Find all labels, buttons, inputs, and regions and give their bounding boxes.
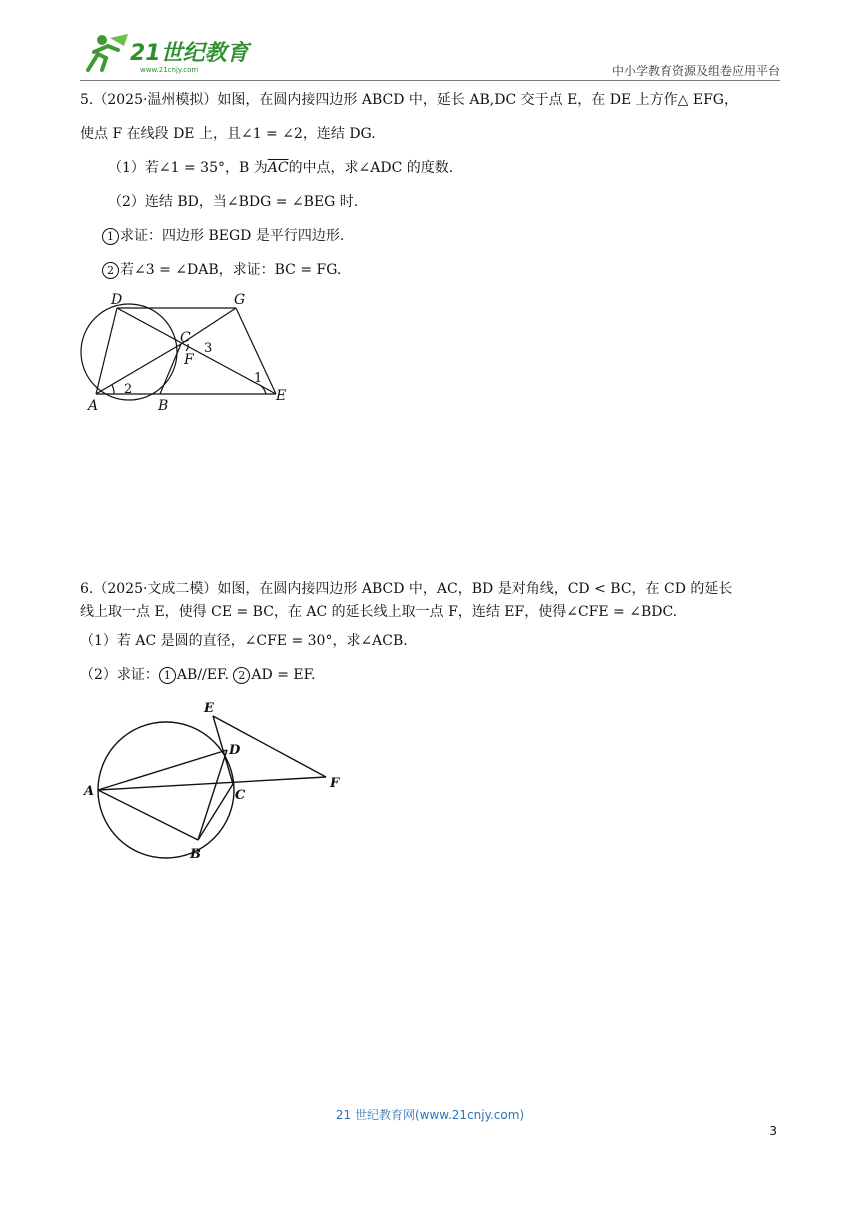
fig1-segment-de [117, 308, 276, 394]
page-number: 3 [769, 1124, 777, 1138]
fig1-label-d: D [111, 292, 123, 308]
q5-sub2-number: 2 [102, 262, 119, 279]
fig1-label-e: E [276, 388, 287, 404]
fig1-angle3-label: 3 [204, 341, 213, 356]
q6-part2-text-a: （2）求证： [80, 667, 159, 683]
footer-link[interactable]: 21 世纪教育网(www.21cnjy.com) [335, 1108, 525, 1122]
fig1-label-f: F [184, 352, 194, 368]
fig1-segment-bc [160, 344, 181, 394]
q5-part1 [108, 158, 453, 178]
q5-stem-line1: 5.（2025·温州模拟）如图，在圆内接四边形 ABCD 中，延长 AB,DC 交于点 E，在 DE 上方作△ EFG， [80, 92, 738, 108]
q6-part2-number2: 2 [233, 667, 250, 684]
q5-sub1-text: 求证：四边形 BEGD 是平行四边形. [120, 228, 345, 244]
q5-stem-line2: 使点 F 在线段 DE 上，且∠1 = ∠2，连结 DG. [80, 126, 376, 142]
fig1-label-c: C [180, 330, 191, 346]
q6-figure [80, 696, 360, 866]
q6-stem-line2: 线上取一点 E，使得 CE = BC，在 AC 的延长线上取一点 F，连结 EF，使得∠CFE = ∠BDC. [80, 604, 678, 620]
page-header [80, 30, 780, 80]
logo [80, 30, 260, 76]
q6-part2-text-c: AD = EF. [251, 667, 316, 683]
fig1-label-b: B [158, 398, 169, 413]
q5-part2: （2）连结 BD，当∠BDG = ∠BEG 时. [108, 194, 359, 210]
fig2-label-f: F [330, 776, 340, 791]
logo-url: www.21cnjy.com [140, 66, 199, 74]
fig1-label-a: A [88, 398, 99, 413]
fig2-label-c: C [235, 788, 246, 803]
platform-name: 中小学教育资源及组卷应用平台 [611, 64, 780, 78]
q5-sub2 [102, 260, 341, 280]
fig1-label-g: G [234, 292, 246, 308]
q6-stem-line1: 6.（2025·文成二模）如图，在圆内接四边形 ABCD 中，AC，BD 是对角线，CD < BC，在 CD 的延长 [80, 581, 733, 597]
q5-arc-ac: $\overline{AC}$ [267, 160, 289, 176]
runner-icon [88, 34, 128, 70]
fig1-segment-ac [96, 344, 181, 394]
fig2-label-b: B [190, 847, 201, 862]
q5-sub1 [102, 226, 344, 246]
fig2-label-e: E [204, 701, 214, 716]
fig1-segment-da [96, 308, 117, 394]
q6-part2-text-b: AB//EF. [176, 667, 229, 683]
fig2-segment-bc [198, 784, 233, 840]
q5-part1-text-a: （1）若∠1 = 35°，B 为 [108, 160, 268, 176]
fig2-label-a: A [84, 784, 95, 799]
fig1-angle2-label: 2 [124, 382, 133, 397]
header-divider [80, 80, 780, 81]
q5-sub1-number: 1 [102, 228, 119, 245]
fig2-label-d: D [229, 743, 241, 758]
fig1-angle2-arc [112, 385, 114, 394]
q6-part2-number1: 1 [159, 667, 176, 684]
q5-part1-text-b: 的中点，求∠ADC 的度数. [288, 160, 454, 176]
q6-part2 [80, 665, 316, 685]
logo-text: 21世纪教育 [130, 41, 249, 66]
q5-figure [76, 288, 296, 413]
q6-part1: （1）若 AC 是圆的直径，∠CFE = 30°，求∠ACB. [80, 633, 408, 649]
fig1-angle1-label: 1 [254, 371, 263, 386]
q5-sub2-text: 若∠3 = ∠DAB，求证：BC = FG. [120, 262, 342, 278]
